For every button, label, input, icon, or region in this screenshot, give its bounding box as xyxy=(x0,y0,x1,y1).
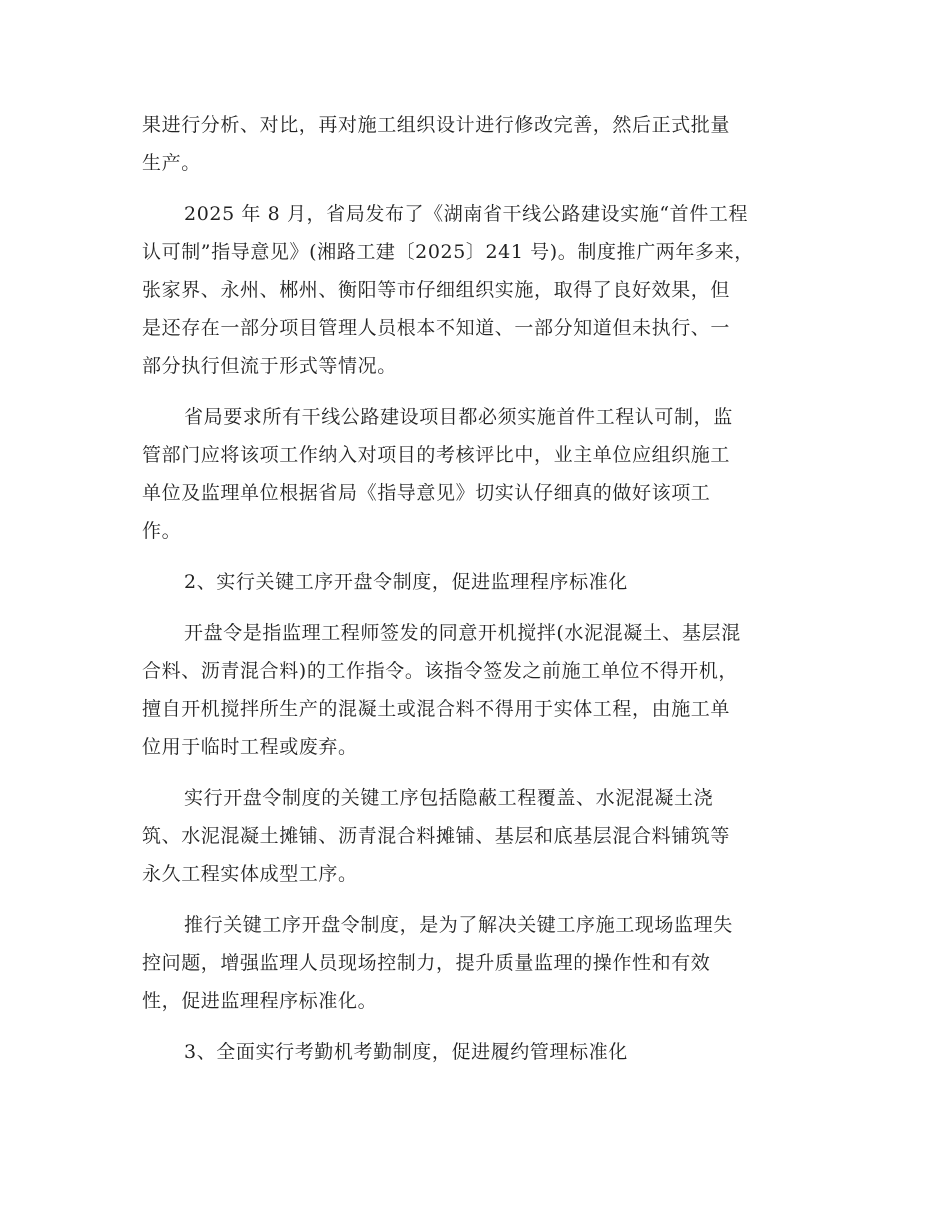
paragraph-5-line-1: 实行开盘令制度的关键工序包括隐蔽工程覆盖、水泥混凝土浇 xyxy=(184,787,714,809)
paragraph-4-line-1: 开盘令是指监理工程师签发的同意开机搅拌(水泥混凝土、基层混 xyxy=(184,622,741,644)
paragraph-2-line-5: 部分执行但流于形式等情况。 xyxy=(142,355,397,377)
paragraph-2-line-1: 2025 年 8 月，省局发布了《湖南省干线公路建设实施“首件工程 xyxy=(184,203,749,225)
paragraph-6-line-2: 控问题，增强监理人员现场控制力，提升质量监理的操作性和有效 xyxy=(142,952,711,974)
paragraph-2-line-3: 张家界、永州、郴州、衡阳等市仔细组织实施，取得了良好效果，但 xyxy=(142,279,731,301)
paragraph-3-line-4: 作。 xyxy=(142,520,182,542)
section-heading-3: 3、全面实行考勤机考勤制度，促进履约管理标准化 xyxy=(184,1041,628,1063)
paragraph-4-line-2: 合料、沥青混合料)的工作指令。该指令签发之前施工单位不得开机， xyxy=(142,660,739,682)
paragraph-3-line-3: 单位及监理单位根据省局《指导意见》切实认仔细真的做好该项工 xyxy=(142,482,711,504)
paragraph-4-line-4: 位用于临时工程或废弃。 xyxy=(142,736,358,758)
paragraph-4-line-3: 擅自开机搅拌所生产的混凝土或混合料不得用于实体工程，由施工单 xyxy=(142,698,731,720)
paragraph-2-line-4: 是还存在一部分项目管理人员根本不知道、一部分知道但未执行、一 xyxy=(142,317,731,339)
paragraph-5-line-2: 筑、水泥混凝土摊铺、沥青混合料摊铺、基层和底基层混合料铺筑等 xyxy=(142,825,731,847)
paragraph-5-line-3: 永久工程实体成型工序。 xyxy=(142,863,358,885)
paragraph-2-line-2: 认可制”指导意见》(湘路工建〔2025〕241 号)。制度推广两年多来， xyxy=(142,241,754,263)
paragraph-3-line-2: 管部门应将该项工作纳入对项目的考核评比中，业主单位应组织施工 xyxy=(142,444,731,466)
paragraph-6-line-1: 推行关键工序开盘令制度，是为了解决关键工序施工现场监理失 xyxy=(184,914,733,936)
paragraph-1-line-2: 生产。 xyxy=(142,152,201,174)
paragraph-1-line-1: 果进行分析、对比，再对施工组织设计进行修改完善，然后正式批量 xyxy=(142,114,731,136)
paragraph-6-line-3: 性，促进监理程序标准化。 xyxy=(142,990,378,1012)
section-heading-2: 2、实行关键工序开盘令制度，促进监理程序标准化 xyxy=(184,571,628,593)
paragraph-3-line-1: 省局要求所有干线公路建设项目都必须实施首件工程认可制，监 xyxy=(184,406,733,428)
